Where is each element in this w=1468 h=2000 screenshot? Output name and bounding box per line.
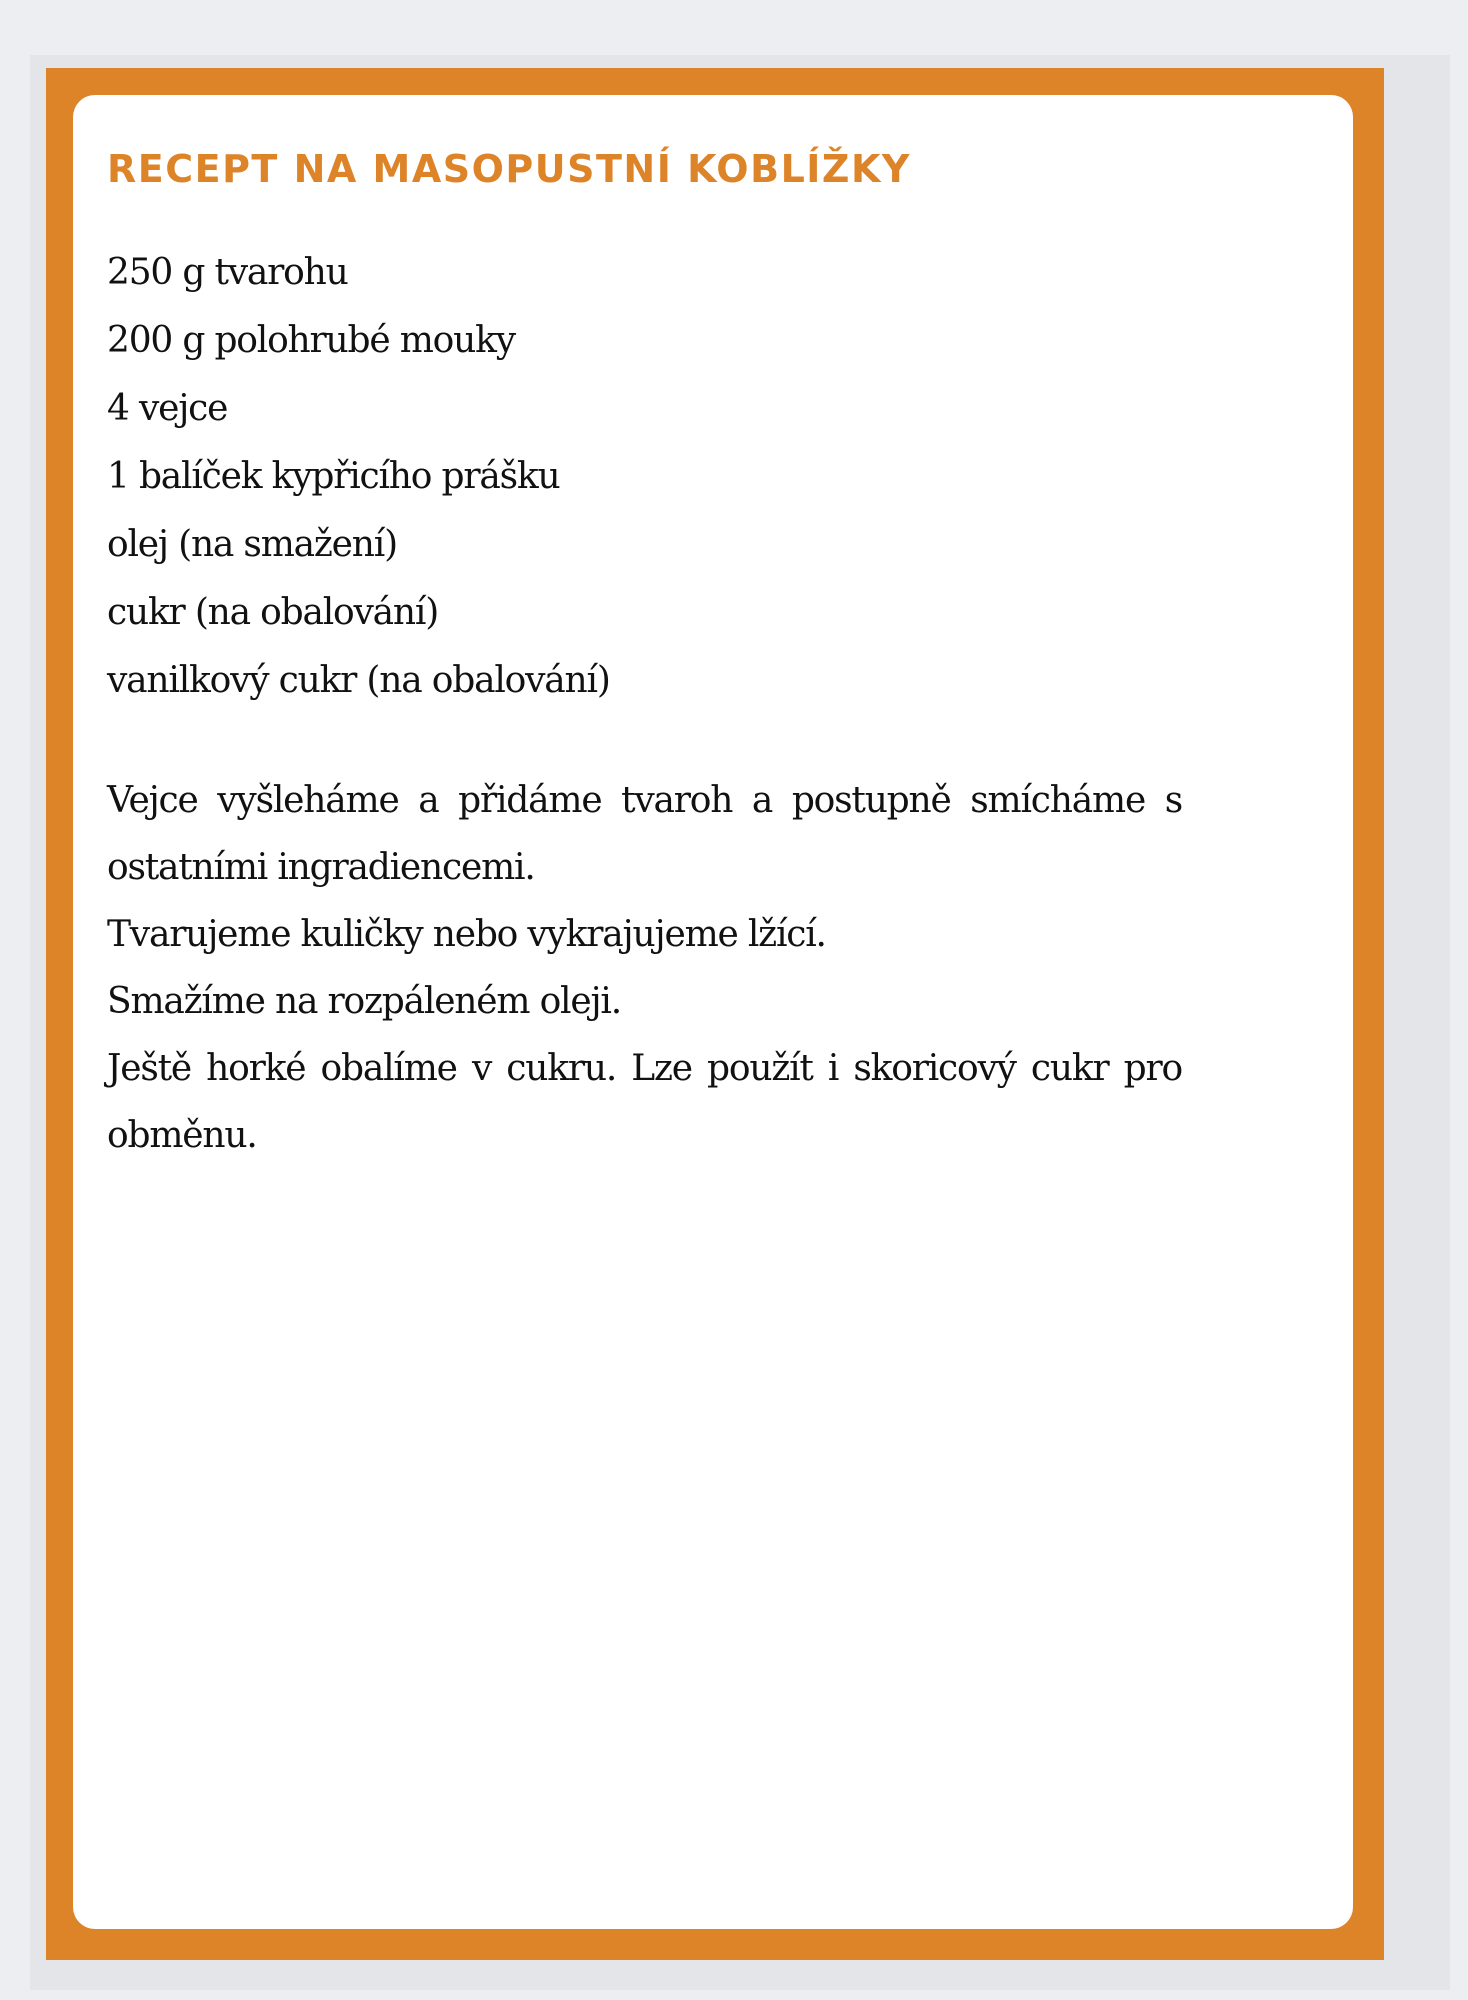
recipe-content (107, 145, 1182, 1169)
ingredient-list (107, 239, 1182, 715)
ingredient-item: 250 g tvarohu (107, 252, 348, 293)
instruction-step: Tvarujeme kuličky nebo vykrajujeme lžící. (107, 914, 826, 955)
instruction-step: Ještě horké obalíme v cukru. Lze použít i skoricový cukr pro obměnu. (107, 1048, 1182, 1156)
ingredient-item: cukr (na obalování) (107, 592, 439, 633)
instruction-step: Vejce vyšleháme a přidáme tvaroh a postupně smícháme s ostatními ingradiencemi. (107, 780, 1182, 888)
recipe-title: RECEPT NA MASOPUSTNÍ KOBLÍŽKY (107, 147, 911, 191)
ingredient-item: 200 g polohrubé mouky (107, 320, 515, 361)
ingredient-item: vanilkový cukr (na obalování) (107, 660, 610, 701)
ingredient-item: 4 vejce (107, 388, 228, 429)
ingredient-item: 1 balíček kypřicího prášku (107, 456, 560, 497)
ingredient-item: olej (na smažení) (107, 524, 397, 565)
instructions (107, 767, 1182, 1169)
instruction-step: Smažíme na rozpáleném oleji. (107, 981, 621, 1022)
